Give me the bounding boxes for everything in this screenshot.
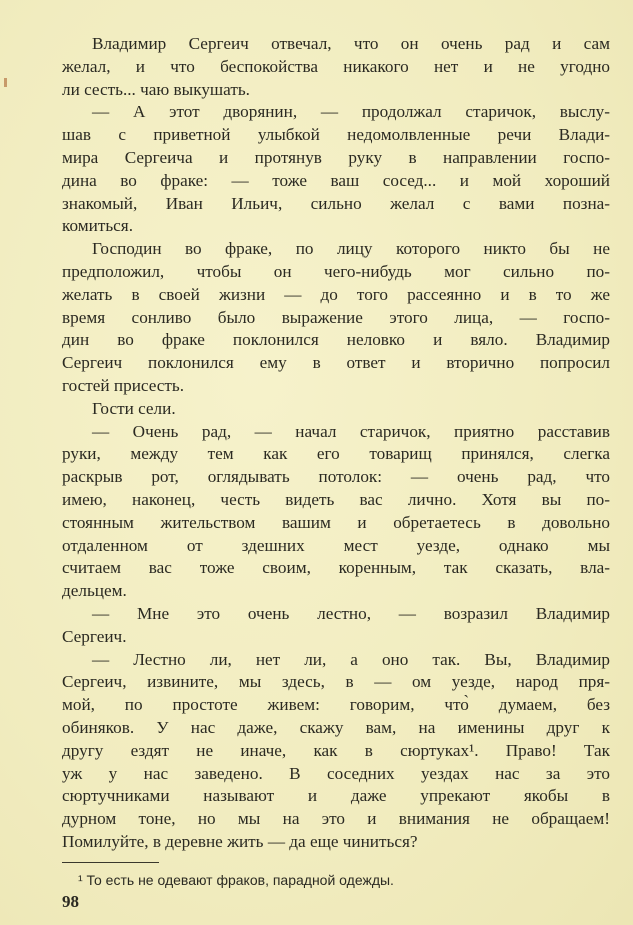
text-line: Гости сели.: [92, 398, 176, 418]
text-line: дин во фраке поклонился неловко и вяло. Владимир: [62, 330, 610, 350]
margin-mark: [4, 78, 7, 87]
text-line: другу ездят не иначе, как в сюртуках¹. Право! Так: [62, 740, 610, 760]
text-line: знакомый, Иван Ильич, сильно желал с вами позна-: [62, 193, 610, 213]
text-line: — Мне это очень лестно, — возразил Владимир: [92, 603, 610, 623]
text-line: Сергеич поклонился ему в ответ и вторично попросил: [62, 353, 610, 373]
text-line: комиться.: [62, 216, 133, 236]
text-line: стоянным жительством вашим и обретаетесь в довольно: [62, 512, 610, 532]
text-line: Господин во фраке, по лицу которого никто бы не: [92, 239, 610, 259]
text-line: Сергеич.: [62, 626, 127, 646]
text-line: мой, по простоте живем: говорим, что̀ думаем, без: [62, 695, 610, 715]
text-line: считаем вас тоже своим, коренным, так сказать, вла-: [62, 558, 610, 578]
text-line: — А этот дворянин, — продолжал старичок, выслу-: [92, 102, 610, 122]
text-line: обиняков. У нас даже, скажу вам, на именины друг к: [62, 717, 610, 737]
text-line: сюртучниками называют и даже упрекают якобы в: [62, 786, 610, 806]
text-line: Владимир Сергеич отвечал, что он очень рад и сам: [92, 34, 610, 53]
text-line: гостей присесть.: [62, 375, 185, 395]
text-line: отдаленном от здешних мест уезде, однако мы: [62, 535, 610, 555]
text-line: предположил, чтобы он чего-нибудь мог сильно по-: [62, 261, 610, 281]
text-line: мира Сергеича и протянув руку в направлении госпо-: [62, 147, 610, 167]
text-line: желать в своей жизни — до того рассеянно и в то же: [62, 284, 610, 304]
text-line: руки, между тем как его товарищ принялся, слегка: [62, 444, 610, 464]
text-line: дина во фраке: — тоже ваш сосед... и мой хороший: [62, 170, 610, 190]
page-number: 98: [62, 892, 79, 911]
text-line: — Очень рад, — начал старичок, приятно расставив: [92, 421, 610, 441]
footnote: ¹ То есть не одевают фраков, парадной одежды.: [78, 872, 394, 888]
body-text: [62, 33, 610, 854]
paragraph: [62, 421, 610, 603]
paragraph: [62, 649, 610, 854]
text-line: раскрыв рот, оглядывать потолок: — очень рад, что: [62, 467, 610, 487]
paragraph: [62, 33, 610, 101]
text-line: — Лестно ли, нет ли, а оно так. Вы, Владимир: [92, 649, 610, 669]
text-line: дельцем.: [62, 581, 127, 601]
paragraph: [62, 101, 610, 238]
text-line: Помилуйте, в деревне жить — да еще чиниться?: [62, 831, 418, 851]
paragraph: [62, 603, 610, 649]
text-line: ли сесть... чаю выкушать.: [62, 79, 250, 99]
text-line: время сонливо было выражение этого лица, — госпо-: [62, 307, 610, 327]
text-line: дурном тоне, но мы на это и внимания не обращаем!: [62, 809, 610, 829]
footnote-rule: [62, 862, 159, 863]
paragraph: [62, 398, 610, 421]
text-line: Сергеич, извините, мы здесь, в — ом уезде, народ пря-: [62, 672, 610, 692]
text-line: уж у нас заведено. В соседних уездах нас за это: [62, 763, 610, 783]
text-line: шав с приветной улыбкой недомолвленные речи Влади-: [62, 125, 610, 145]
paragraph: [62, 238, 610, 398]
text-line: имею, наконец, честь видеть вас лично. Хотя вы по-: [62, 489, 610, 509]
text-line: желал, и что беспокойства никакого нет и не угодно: [62, 56, 610, 76]
